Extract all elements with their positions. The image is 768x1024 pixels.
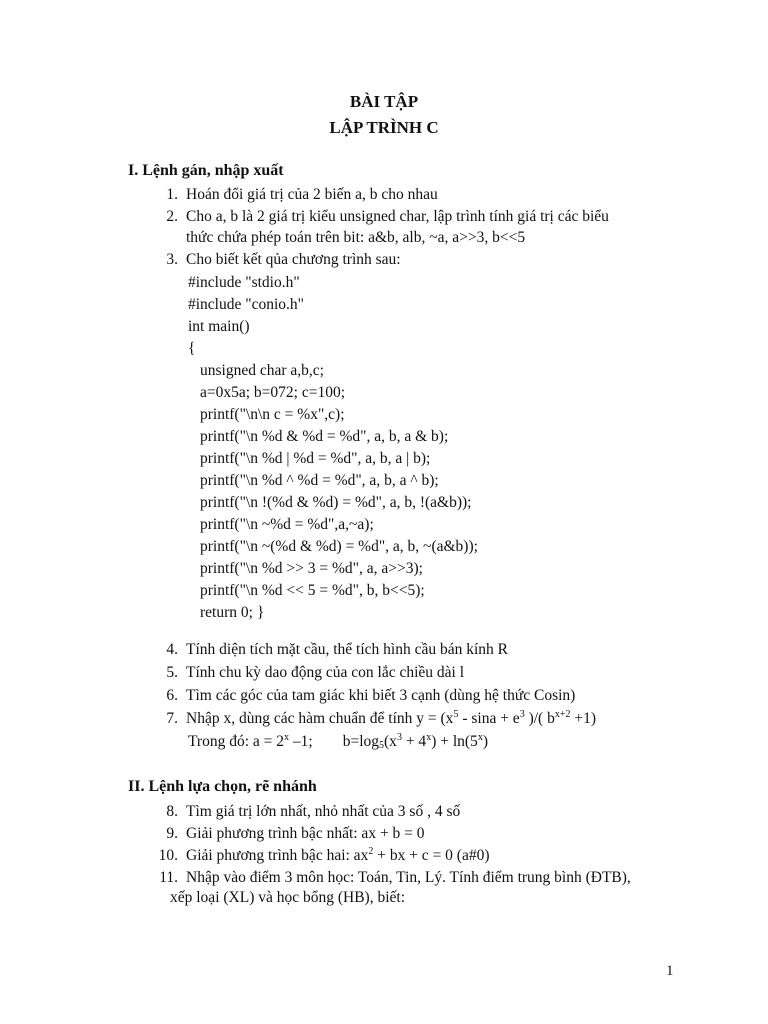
item-number: 4. <box>166 641 178 658</box>
item-text: Tính chu kỳ dao động của con lắc chiều dài l <box>186 664 465 681</box>
item-number: 1. <box>166 186 178 203</box>
code-line: #include "stdio.h" <box>188 274 300 291</box>
code-line: printf("\n %d ^ %d = %d", a, b, a ^ b); <box>200 472 439 489</box>
code-line: #include "conio.h" <box>188 296 304 313</box>
item-number: 9. <box>166 825 178 842</box>
item-number: 5. <box>166 664 178 681</box>
code-line: printf("\n %d >> 3 = %d", a, a>>3); <box>200 560 423 577</box>
code-line: { <box>188 340 196 357</box>
code-line: unsigned char a,b,c; <box>200 362 324 379</box>
title-line-2: LẬP TRÌNH C <box>329 118 439 137</box>
code-line: printf("\n !(%d & %d) = %d", a, b, !(a&b)); <box>200 494 472 511</box>
item-text: Hoán đổi giá trị của 2 biến a, b cho nhau <box>186 186 438 203</box>
item-number: 11. <box>159 869 178 886</box>
formula-y: Nhập x, dùng các hàm chuẩn để tính $y = (x^5 - \sin a + e^3$ )/( $b^{x+2} +1$) <box>186 709 597 727</box>
code-line: printf("\n %d & %d = %d", a, b, a & b); <box>200 428 449 445</box>
item-number: 2. <box>166 208 178 225</box>
item-text: Giải phương trình bậc hai: $ax^2$ + bx + c = 0 (a#0) <box>186 846 490 864</box>
item-text: Cho a, b là 2 giá trị kiểu unsigned char, lập trình tính giá trị các biểu <box>186 208 609 225</box>
item-number: 7. <box>166 710 178 727</box>
item-text: Tính diện tích mặt cầu, thể tích hình cầu bán kính R <box>186 641 508 658</box>
item-text-continued: thức chứa phép toán trên bit: a&b, alb, ~a, a>>3, b<<5 <box>186 229 526 246</box>
page-number: 1 <box>666 963 674 979</box>
item-number: 10. <box>158 847 178 864</box>
code-line: a=0x5a; b=072; c=100; <box>200 384 346 401</box>
item-text: Tìm các góc của tam giác khi biết 3 cạnh (dùng hệ thức Cosin) <box>186 687 576 704</box>
item-text: Giải phương trình bậc nhất: ax + b = 0 <box>186 825 425 842</box>
code-line: int main() <box>188 318 250 335</box>
code-line: printf("\n %d << 5 = %d", b, b<<5); <box>200 582 425 599</box>
item-text: Tìm giá trị lớn nhất, nhỏ nhất của 3 số , 4 số <box>186 803 461 820</box>
code-line: return 0; } <box>200 604 265 621</box>
formula-where: Trong đó: $a = 2^x$ –1; $b=\log_5(x^3 + 4^x) + \ln(5^x)$ <box>188 732 488 751</box>
section-1-heading: I. Lệnh gán, nhập xuất <box>128 162 284 179</box>
item-text: Nhập vào điểm 3 môn học: Toán, Tin, Lý. Tính điểm trung bình (ĐTB), <box>186 869 631 886</box>
code-line: printf("\n %d | %d = %d", a, b, a | b); <box>200 450 431 467</box>
item-text: Cho biết kết qủa chương trình sau: <box>186 251 401 268</box>
item-number: 8. <box>166 803 178 820</box>
section-2-heading: II. Lệnh lựa chọn, rẽ nhánh <box>128 778 317 795</box>
code-line: printf("\n ~%d = %d",a,~a); <box>200 516 374 533</box>
title-line-1: BÀI TẬP <box>349 92 419 111</box>
item-number: 6. <box>166 687 178 704</box>
code-line: printf("\n\n c = %x",c); <box>200 406 345 423</box>
item-number: 3. <box>166 251 178 268</box>
code-line: printf("\n ~(%d & %d) = %d", a, b, ~(a&b)); <box>200 538 478 555</box>
item-text-continued: xếp loại (XL) và học bổng (HB), biết: <box>170 889 406 906</box>
